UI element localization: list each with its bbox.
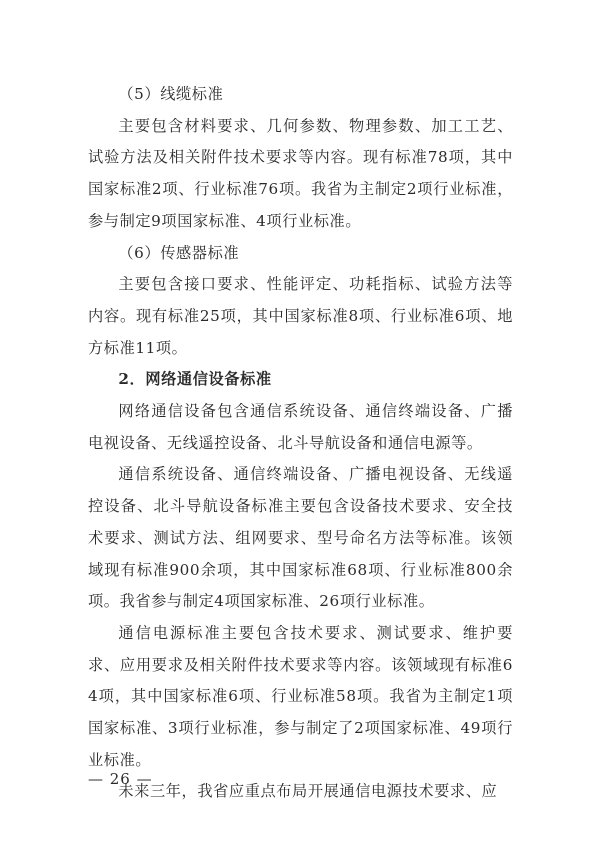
paragraph-communication-systems: 通信系统设备、通信终端设备、广播电视设备、无线遥控设备、北斗导航设备标准主要包含设备技术要求、安全技术要求、测试方法、组网要求、型号命名方法等标准。该领域现有标准900余项，其中国家标准68项、行业标准800余项。我省参与制定4项国家标准、26项行业标准。 <box>88 465 513 611</box>
page-number: — 26 — <box>88 770 153 788</box>
paragraph-cable-standards: 主要包含材料要求、几何参数、物理参数、加工工艺、试验方法及相关附件技术要求等内容。现有标准78项，其中国家标准2项、行业标准76项。我省为主制定2项行业标准，参与制定9项国家标准、4项行业标准。 <box>88 116 513 230</box>
document-body <box>88 79 513 808</box>
paragraph-future-plan: 未来三年，我省应重点布局开展通信电源技术要求、应 <box>118 782 498 801</box>
section-heading-cable-standards: （5）线缆标准 <box>118 85 224 103</box>
paragraph-power-supply-standards: 通信电源标准主要包含技术要求、测试要求、维护要求、应用要求及相关附件技术要求等内容。该领域现有标准64项，其中国家标准6项、行业标准58项。我省为主制定1项国家标准、3项行业标准，参与制定了2项国家标准、49项行业标准。 <box>88 623 513 769</box>
section-heading-network-devices: 2．网络通信设备标准 <box>118 370 272 389</box>
section-heading-sensor-standards: （6）传感器标准 <box>118 243 240 262</box>
paragraph-sensor-standards: 主要包含接口要求、性能评定、功耗指标、试验方法等内容。现有标准25项，其中国家标准8项、行业标准6项、地方标准11项。 <box>88 275 513 357</box>
paragraph-network-devices-overview: 网络通信设备包含通信系统设备、通信终端设备、广播电视设备、无线遥控设备、北斗导航设备和通信电源等。 <box>88 402 513 452</box>
